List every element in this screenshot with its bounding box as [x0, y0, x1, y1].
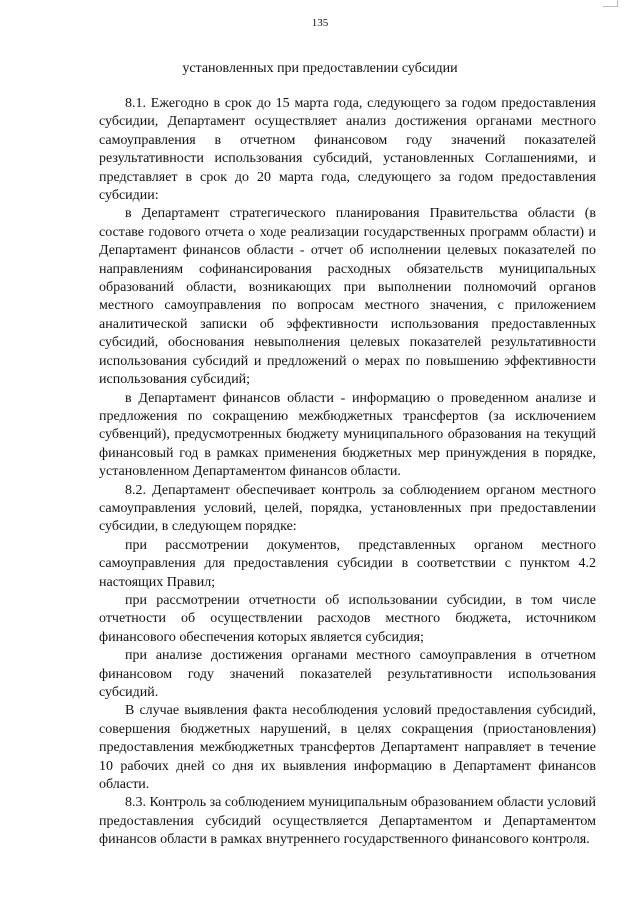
page-number: 135 — [311, 17, 329, 29]
paragraph-reporting-review: при рассмотрении отчетности об использовании субсидии, в том числе отчетности об осуществлении расходов местного бюджета, источником финансового обеспечения которых является субсидия; — [99, 592, 596, 645]
paragraph-8-3: 8.3. Контроль за соблюдением муниципальным образованием области условий предоставления субсидий осуществляется Департаментом и Департаментом финансов области в рамках внутреннего государственного финансового контроля. — [99, 795, 596, 848]
paragraph-documents-review: при рассмотрении документов, представленных органом местного самоуправления для предоставления субсидии в соответствии с пунктом 4.2 настоящих Правил; — [99, 537, 596, 590]
paragraph-results-analysis: при анализе достижения органами местного самоуправления в отчетном финансовом году значений показателей результативности использования субсидий. — [99, 648, 596, 700]
paragraph-8-1: 8.1. Ежегодно в срок до 15 марта года, следующего за годом предоставления субсидии, Департамент осуществляет анализ достижения органами местного самоуправления в отчетном финансовом году значений показателей результативности использования субсидий, установленных Соглашениями, и представляет в срок до 20 марта года, следующего за годом предоставления субсидии: — [99, 96, 596, 204]
document-body — [99, 95, 596, 850]
paragraph-8-2: 8.2. Департамент обеспечивает контроль за соблюдением органом местного самоуправления условий, целей, порядка, установленных при предоставлении субсидии, в следующем порядке: — [99, 482, 596, 535]
paragraph-finance-dept: в Департамент финансов области - информацию о проведенном анализе и предложения по сокращению межбюджетных трансфертов (за исключением субвенций), предусмотренных бюджету муниципального образования на текущий финансовый год в рамках применения бюджетных мер принуждения в порядке, установленном Департаментом финансов области. — [99, 390, 596, 480]
section-heading: установленных при предоставлении субсидии — [182, 61, 458, 76]
paragraph-violations: В случае выявления факта несоблюдения условий предоставления субсидий, совершения бюджетных нарушений, в целях сокращения (приостановления) предоставления межбюджетных трансфертов Департамент направляет в течение 10 рабочих дней со дня их выявления информацию в Департамент финансов области. — [99, 703, 596, 793]
corner-mark — [603, 0, 618, 7]
paragraph-strategic-dept: в Департамент стратегического планирования Правительства области (в составе годового отчета о ходе реализации государственных программ области) и Департамент финансов области - отчет об исполнении целевых показателей по направлениям софинансирования расходных обязательств муниципальных образований области, возникающих при выполнении полномочий органов местного самоуправления по вопросам местного значения, с приложением аналитической записки об эффективности использования предоставленных субсидий, обоснования невыполнения целевых показателей результативности использования субсидий и предложений о мерах по повышению эффективности использования субсидий; — [99, 206, 596, 388]
